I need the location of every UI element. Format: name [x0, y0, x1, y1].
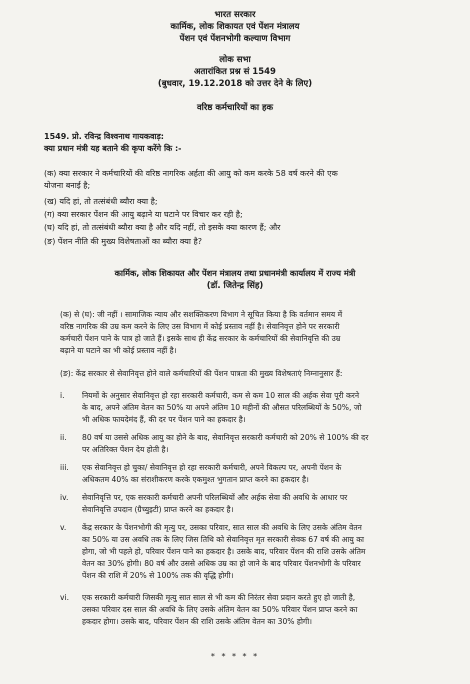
item-line: होगा, जो भी पहले हो, परिवार पेंशन पाने का हकदार है। उसके बाद, परिवार पेंशन की राशि उसके अंतिम: [82, 547, 366, 556]
member-name: 1549. प्रो. रविन्द्र विश्वनाथ गायकवाड़:: [44, 132, 164, 141]
item-line: उसका परिवार दस साल की अवधि के लिए उसके अंतिम वेतन का 50% परिवार पेंशन प्राप्त करने का: [82, 605, 358, 614]
item-line: वेतन का 30% होगी। 80 वर्ष और उससे अधिक उम्र का हो जाने के बाद परिवार पेंशनभोगी के परिवार: [82, 559, 361, 568]
item-line: एक सेवानिवृत्त हो चुका/ सेवानिवृत्त हो रहा सरकारी कर्मचारी, अपने विकल्प पर, अपनी पेंशन के: [82, 463, 342, 472]
subject-title: वरिष्ठ कर्मचारियों का हक: [196, 103, 274, 113]
item-number: iii.: [60, 463, 69, 472]
item-line: के बाद, अपने अंतिम वेतन का 50% या अपने अंतिम 10 महीनों की औसत परिलब्धियों के 50%, जो: [82, 403, 362, 412]
answer-line: कर्मचारी पेंशन पाने के पात्र हो जाते हैं। इसके साथ ही केंद्र सरकार के कर्मचारियों की सेवानिवृत्ति की उम्र: [60, 334, 341, 343]
minister-name: (डॉ. जितेन्द्र सिंह): [206, 281, 264, 291]
item-line: अधिकतम 40% का संराशीकरण करके एकमुश्त भुगतान प्राप्त करने का हकदार है।: [82, 475, 309, 484]
item-line: 80 वर्ष या उससे अधिक आयु का होने के बाद, सेवानिवृत्त सरकारी कर्मचारी को 20% से 100% की दर: [82, 433, 369, 442]
item-line: पर अतिरिक्त पेंशन देय होती है।: [82, 445, 169, 454]
item-number: ii.: [60, 433, 67, 442]
minister-designation: कार्मिक, लोक शिकायत और पेंशन मंत्रालय तथा प्रधानमंत्री कार्यालय में राज्य मंत्री: [114, 268, 356, 278]
item-line: सेवानिवृत्ति उपदान (ग्रैच्युइटी) प्राप्त करने का हकदार है।: [82, 505, 234, 514]
question-part: योजना बनाई है;: [44, 181, 91, 190]
ministry-title: कार्मिक, लोक शिकायत एवं पेंशन मंत्रालय: [170, 22, 300, 32]
end-marks: * * * * *: [210, 652, 260, 661]
item-line: हकदार होगा। उसके बाद, परिवार पेंशन की राशि उसके अंतिम वेतन का 30% होगी।: [82, 617, 313, 626]
item-line: केंद्र सरकार के पेंशनभोगी की मृत्यु पर, उसका परिवार, सात साल की अवधि के लिए उसके अंतिम वेतन: [82, 523, 362, 532]
item-number: iv.: [60, 493, 69, 502]
house-title: लोक सभा: [219, 55, 251, 65]
item-number: v.: [60, 523, 67, 532]
department-title: पेंशन एवं पेंशनभोगी कल्याण विभाग: [179, 34, 291, 44]
answer-line: बढ़ाने या घटाने का भी कोई प्रस्ताव नहीं है।: [60, 346, 177, 355]
item-number: vi.: [60, 593, 70, 602]
question-intro: क्या प्रधान मंत्री यह बताने की कृपा करेंगे कि :-: [44, 144, 182, 153]
item-line: भी अधिक फायदेमंद हैं, की दर पर पेंशन पाने का हकदार है।: [82, 415, 246, 424]
answer-date: (बुधवार, 19.12.2018 को उत्तर देने के लिए): [157, 79, 313, 89]
item-number: i.: [60, 391, 65, 400]
question-part: (क) क्या सरकार ने कर्मचारियों की वरिष्ठ नागरिक अर्हता की आयु को कम करके 58 वर्ष करने की एक: [44, 169, 338, 178]
features-intro: (ङ): केंद्र सरकार से सेवानिवृत्त होने वाले कर्मचारियों की पेंशन पात्रता की मुख्य विशेषताएं निम्नानुसार हैं:: [60, 369, 343, 378]
question-part: (ङ) पेंशन नीति की मुख्य विशेषताओं का ब्यौरा क्या है?: [44, 237, 202, 246]
answer-line: वरिष्ठ नागरिक की उम्र कम करने के लिए उस विभाग में कोई प्रस्ताव नहीं है। सेवानिवृत्त होने पर सरकारी: [60, 322, 340, 331]
item-line: सेवानिवृत्ति पर, एक सरकारी कर्मचारी अपनी परिलब्धियों और अर्हक सेवा की अवधि के आधार पर: [82, 493, 348, 502]
item-line: पेंशन की राशि में 20% से 100% तक की वृद्धि होगी।: [82, 571, 234, 580]
item-line: एक सरकारी कर्मचारी जिसकी मृत्यु सात साल से भी कम की निरंतर सेवा प्रदान करते हुए हो जाती है,: [82, 593, 356, 602]
govt-title: भारत सरकार: [214, 10, 256, 20]
answer-line: (क) से (घ): जी नहीं । सामाजिक न्याय और सशक्तिकरण विभाग ने सूचित किया है कि वर्तमान समय में: [60, 310, 343, 319]
question-part: (ख) यदि हां, तो तत्संबंधी ब्यौरा क्या है;: [44, 197, 158, 206]
item-line: का 50% या उस अवधि तक के लिए जिस तिथि को सेवानिवृत्त मृत सरकारी सेवक 67 वर्ष की आयु का: [82, 535, 364, 544]
question-part: (ग) क्या सरकार पेंशन की आयु बढ़ाने या घटाने पर विचार कर रही है;: [44, 210, 243, 219]
question-number: अतारांकित प्रश्न सं 1549: [194, 67, 276, 77]
question-part: (घ) यदि हां, तो तत्संबंधी ब्यौरा क्या है और यदि नहीं, तो इसके क्या कारण हैं; और: [44, 223, 281, 232]
item-line: नियमों के अनुसार सेवानिवृत्त हो रहा सरकारी कर्मचारी, कम से कम 10 साल की अर्हक सेवा पूरी करने: [82, 391, 360, 400]
